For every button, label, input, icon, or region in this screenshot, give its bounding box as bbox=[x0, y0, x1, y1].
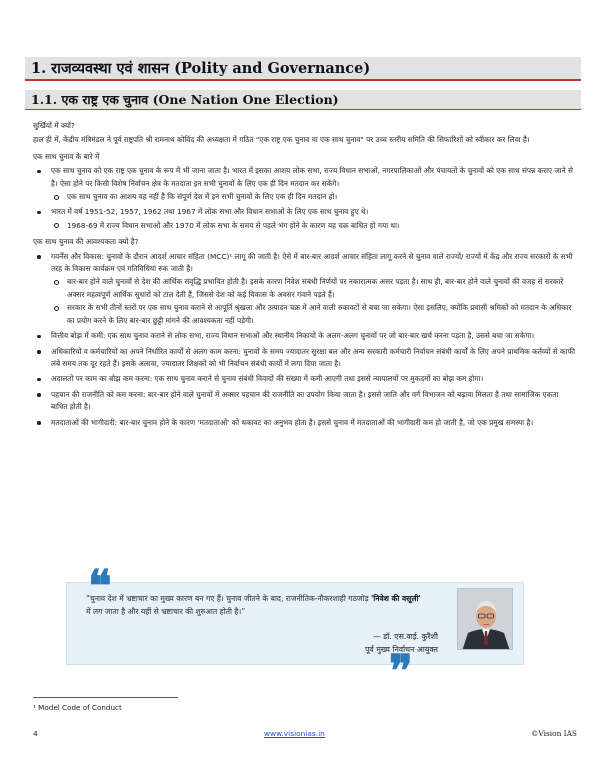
copyright-notice: ©Vision IAS bbox=[531, 729, 577, 738]
quote-part-2: में लग जाता है और यहीं से भ्रष्टाचार की शुरुआत होती है।” bbox=[86, 607, 246, 616]
list-item bbox=[33, 165, 577, 203]
quote-designation: पूर्व मुख्य निर्वाचन आयुक्त bbox=[364, 645, 438, 654]
sub-list bbox=[51, 276, 577, 327]
footnote: ¹ Model Code of Conduct bbox=[33, 703, 122, 712]
person-portrait-icon bbox=[458, 589, 513, 650]
list-item-text: भारत में वर्ष 1951-52, 1957, 1962 तथा 1967 में लोक सभा और विधान सभाओं के लिए एक साथ चुनाव हुए थे। bbox=[51, 207, 369, 217]
quote-highlight: 'निवेश की वसूली' bbox=[370, 594, 421, 603]
author-portrait bbox=[457, 588, 513, 650]
about-list bbox=[33, 165, 577, 232]
about-label: एक साथ चुनाव के बारे में bbox=[33, 151, 100, 161]
sub-list bbox=[51, 220, 577, 232]
list-item bbox=[33, 417, 577, 429]
quote-attribution bbox=[0, 630, 438, 656]
quote-author: — डॉ. एस.वाई. कुरैशी bbox=[372, 632, 438, 641]
list-item-text: मतदाताओं की भागीदारी: बार-बार चुनाव होने के कारण 'मतदाताओं' को थकावट का अनुभव होता है। इससे चुनाव में मतदाताओं की भागीदारी कम हो जाती है, जो एक प्रमुख समस्या है। bbox=[51, 417, 534, 427]
sub-list-item: बार-बार होने वाले चुनावों से देश की आर्थिक संवृद्धि प्रभावित होती है। इसके कारण निवेश संबंधी निर्णयों पर नकारात्मक असर पड़ता है। साथ ही, बार-बार होने वाले चुनावों की वजह से सरकारें अक्सर महत्वपूर्ण आर्थिक सुधारों को टाल देती हैं, जिससे देश को कई विकास के अवसर गंवाने पड़ते हैं। bbox=[51, 276, 577, 301]
quote-part-1: “चुनाव देश में भ्रष्टाचार का मुख्य कारण बन गए हैं। चुनाव जीतने के बाद, राजनीतिक-नौकरशाही गठजोड़ bbox=[86, 594, 371, 603]
list-item-text: अदालतों पर काम का बोझ कम करना: एक साथ चुनाव कराने से चुनाव संबंधी विवादों की संख्या में कमी आएगी तथा इससे न्यायालयों पर मुकदमों का बोझ कम होगा। bbox=[51, 374, 484, 384]
list-item bbox=[33, 373, 577, 385]
sub-list-item: 1968-69 में राज्य विधान सभाओं और 1970 में लोक सभा के समय से पहले भंग होने के कारण यह चक्र बाधित हो गया था। bbox=[51, 220, 577, 232]
list-item bbox=[33, 206, 577, 232]
sub-list-item: एक साथ चुनाव का आशय यह नहीं है कि संपूर्ण देश में इन सभी चुनावों के लिए एक ही दिन मतदान हो। bbox=[51, 191, 577, 203]
main-content bbox=[33, 116, 577, 432]
list-item-text: अधिकारियों व कर्मचारियों का अपने निर्धारित कार्यों से अलग काम करना: चुनावों के समय ज्यादातर सुरक्षा बल और अन्य सरकारी कर्मचारी निर्वाचन संबंधी कार्यों के लिए अपने प्राथमिक कर्तव्यों से काफी लंबे समय तक दूर रहते हैं। इसके अलावा, ज्यादातर शिक्षकों को भी निर्वाचन संबंधी कार्यों में लगा दिया जाता है। bbox=[51, 346, 576, 368]
chapter-heading: 1. राजव्यवस्था एवं शासन (Polity and Governance) bbox=[25, 57, 581, 81]
close-quote-icon: ❞ bbox=[389, 646, 413, 697]
list-item-text: वित्तीय बोझ में कमी: एक साथ चुनाव कराने से लोक सभा, राज्य विधान सभाओं और स्थानीय निकायों के अलग-अलग चुनावों पर जो बार-बार खर्च करना पड़ता है, उससे बचा जा सकेगा। bbox=[51, 331, 535, 341]
footnote-divider bbox=[33, 697, 178, 698]
quote-text bbox=[86, 592, 421, 618]
list-item bbox=[33, 330, 577, 342]
need-list bbox=[33, 251, 577, 429]
open-quote-icon: ❝ bbox=[88, 561, 112, 612]
website-link[interactable]: www.visionias.in bbox=[264, 729, 325, 738]
page-number: 4 bbox=[33, 729, 38, 738]
page-footer bbox=[33, 729, 577, 743]
need-label: एक साथ चुनाव की आवश्यकता क्यों है? bbox=[33, 237, 139, 247]
section-heading: 1.1. एक राष्ट्र एक चुनाव (One Nation One Election) bbox=[25, 90, 581, 110]
list-item bbox=[33, 346, 577, 371]
list-item bbox=[33, 389, 577, 414]
sub-list-item: सरकार के सभी तीनों स्तरों पर एक साथ चुनाव कराने से आपूर्ति श्रृंखला और उत्पादन चक्र में आने वाली रुकावटों से बचा जा सकेगा। ऐसा इसलिए, क्योंकि प्रवासी श्रमिकों को मतदान के अधिकार का प्रयोग करने के लिए बार-बार छुट्टी मांगने की आवश्यकता नहीं पड़ेगी। bbox=[51, 302, 577, 327]
list-item bbox=[33, 251, 577, 327]
list-item-text: गवर्नेंस और विकास: चुनावों के दौरान आदर्श आचार संहिता (MCC)¹ लागू की जाती है। ऐसे में बार-बार आदर्श आचार संहिता लागू करने से चुनाव वाले राज्यों/ राज्यों में केंद्र और राज्य सरकारों के सभी तरह के विकास कार्यक्रम एवं गतिविधियां रुक जाती हैं। bbox=[51, 251, 573, 274]
sub-list bbox=[51, 191, 577, 203]
list-item-text: एक साथ चुनाव को एक राष्ट्र एक चुनाव के रूप में भी जाना जाता है। भारत में इसका आशय लोक सभा, राज्य विधान सभाओं, नगरपालिकाओं और पंचायतों के चुनावों को एक साथ संपन्न कराए जाने से है। ऐसा होने पर किसी विशेष निर्वाचन क्षेत्र के मतदाता इन सभी चुनावों के लिए एक ही दिन मतदान कर सकेंगे। bbox=[51, 166, 573, 188]
news-label: सुर्खियों में क्यों? bbox=[33, 121, 75, 130]
list-item-text: पहचान की राजनीति को कम करना: बार-बार होने वाले चुनावों में अक्सर पहचान की राजनीति का उपयोग किया जाता है। इससे जाति और वर्ग विभाजन को बढ़ावा मिलता है तथा सामाजिक एकता बाधित होती है। bbox=[51, 389, 559, 412]
intro-paragraph: हाल ही में, केंद्रीय मंत्रिमंडल ने पूर्व राष्ट्रपति श्री रामनाथ कोविंद की अध्यक्षता में गठित "एक राष्ट्र एक चुनाव या एक साथ चुनाव" पर उच्च स्तरीय समिति की सिफारिशों को स्वीकार कर लिया है। bbox=[33, 135, 530, 145]
